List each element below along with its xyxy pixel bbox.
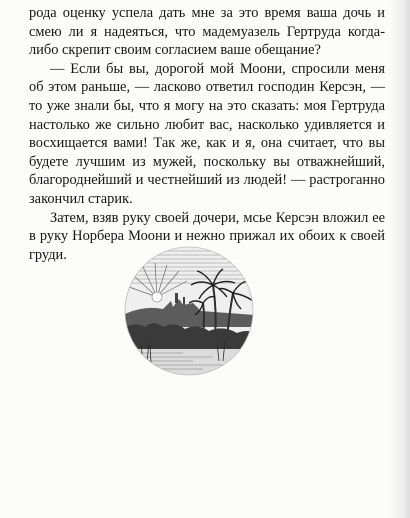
body-text [29, 4, 385, 264]
paragraph-1: рода оценку успела дать мне за это время ваша дочь и смею ли я надеяться, что мадемуазель Гертруда когда-либо скрепит своим согласием ваше обещание? [29, 5, 385, 59]
paragraph-3: Затем, взяв руку своей дочери, мсье Керсэн вложил ее в руку Норбера Моони и нежно прижал их обоих к своей груди. [29, 209, 385, 263]
paragraph-2: — Если бы вы, дорогой мой Моони, спросили меня об этом раньше, — ласково ответил господин Керсэн, — то уже знали бы, что я могу на это сказать: моя Гертруда настолько же сильно любит вас, насколько удивляется и восхищается вами! Так же, как и я, она считает, что вы будете лучшим из мужей, поскольку вы отважнейший, благороднейший и честнейший из людей! — растроганно закончил старик. [29, 60, 385, 207]
engraving-vignette [123, 245, 255, 377]
page-edge-shadow [388, 0, 410, 518]
